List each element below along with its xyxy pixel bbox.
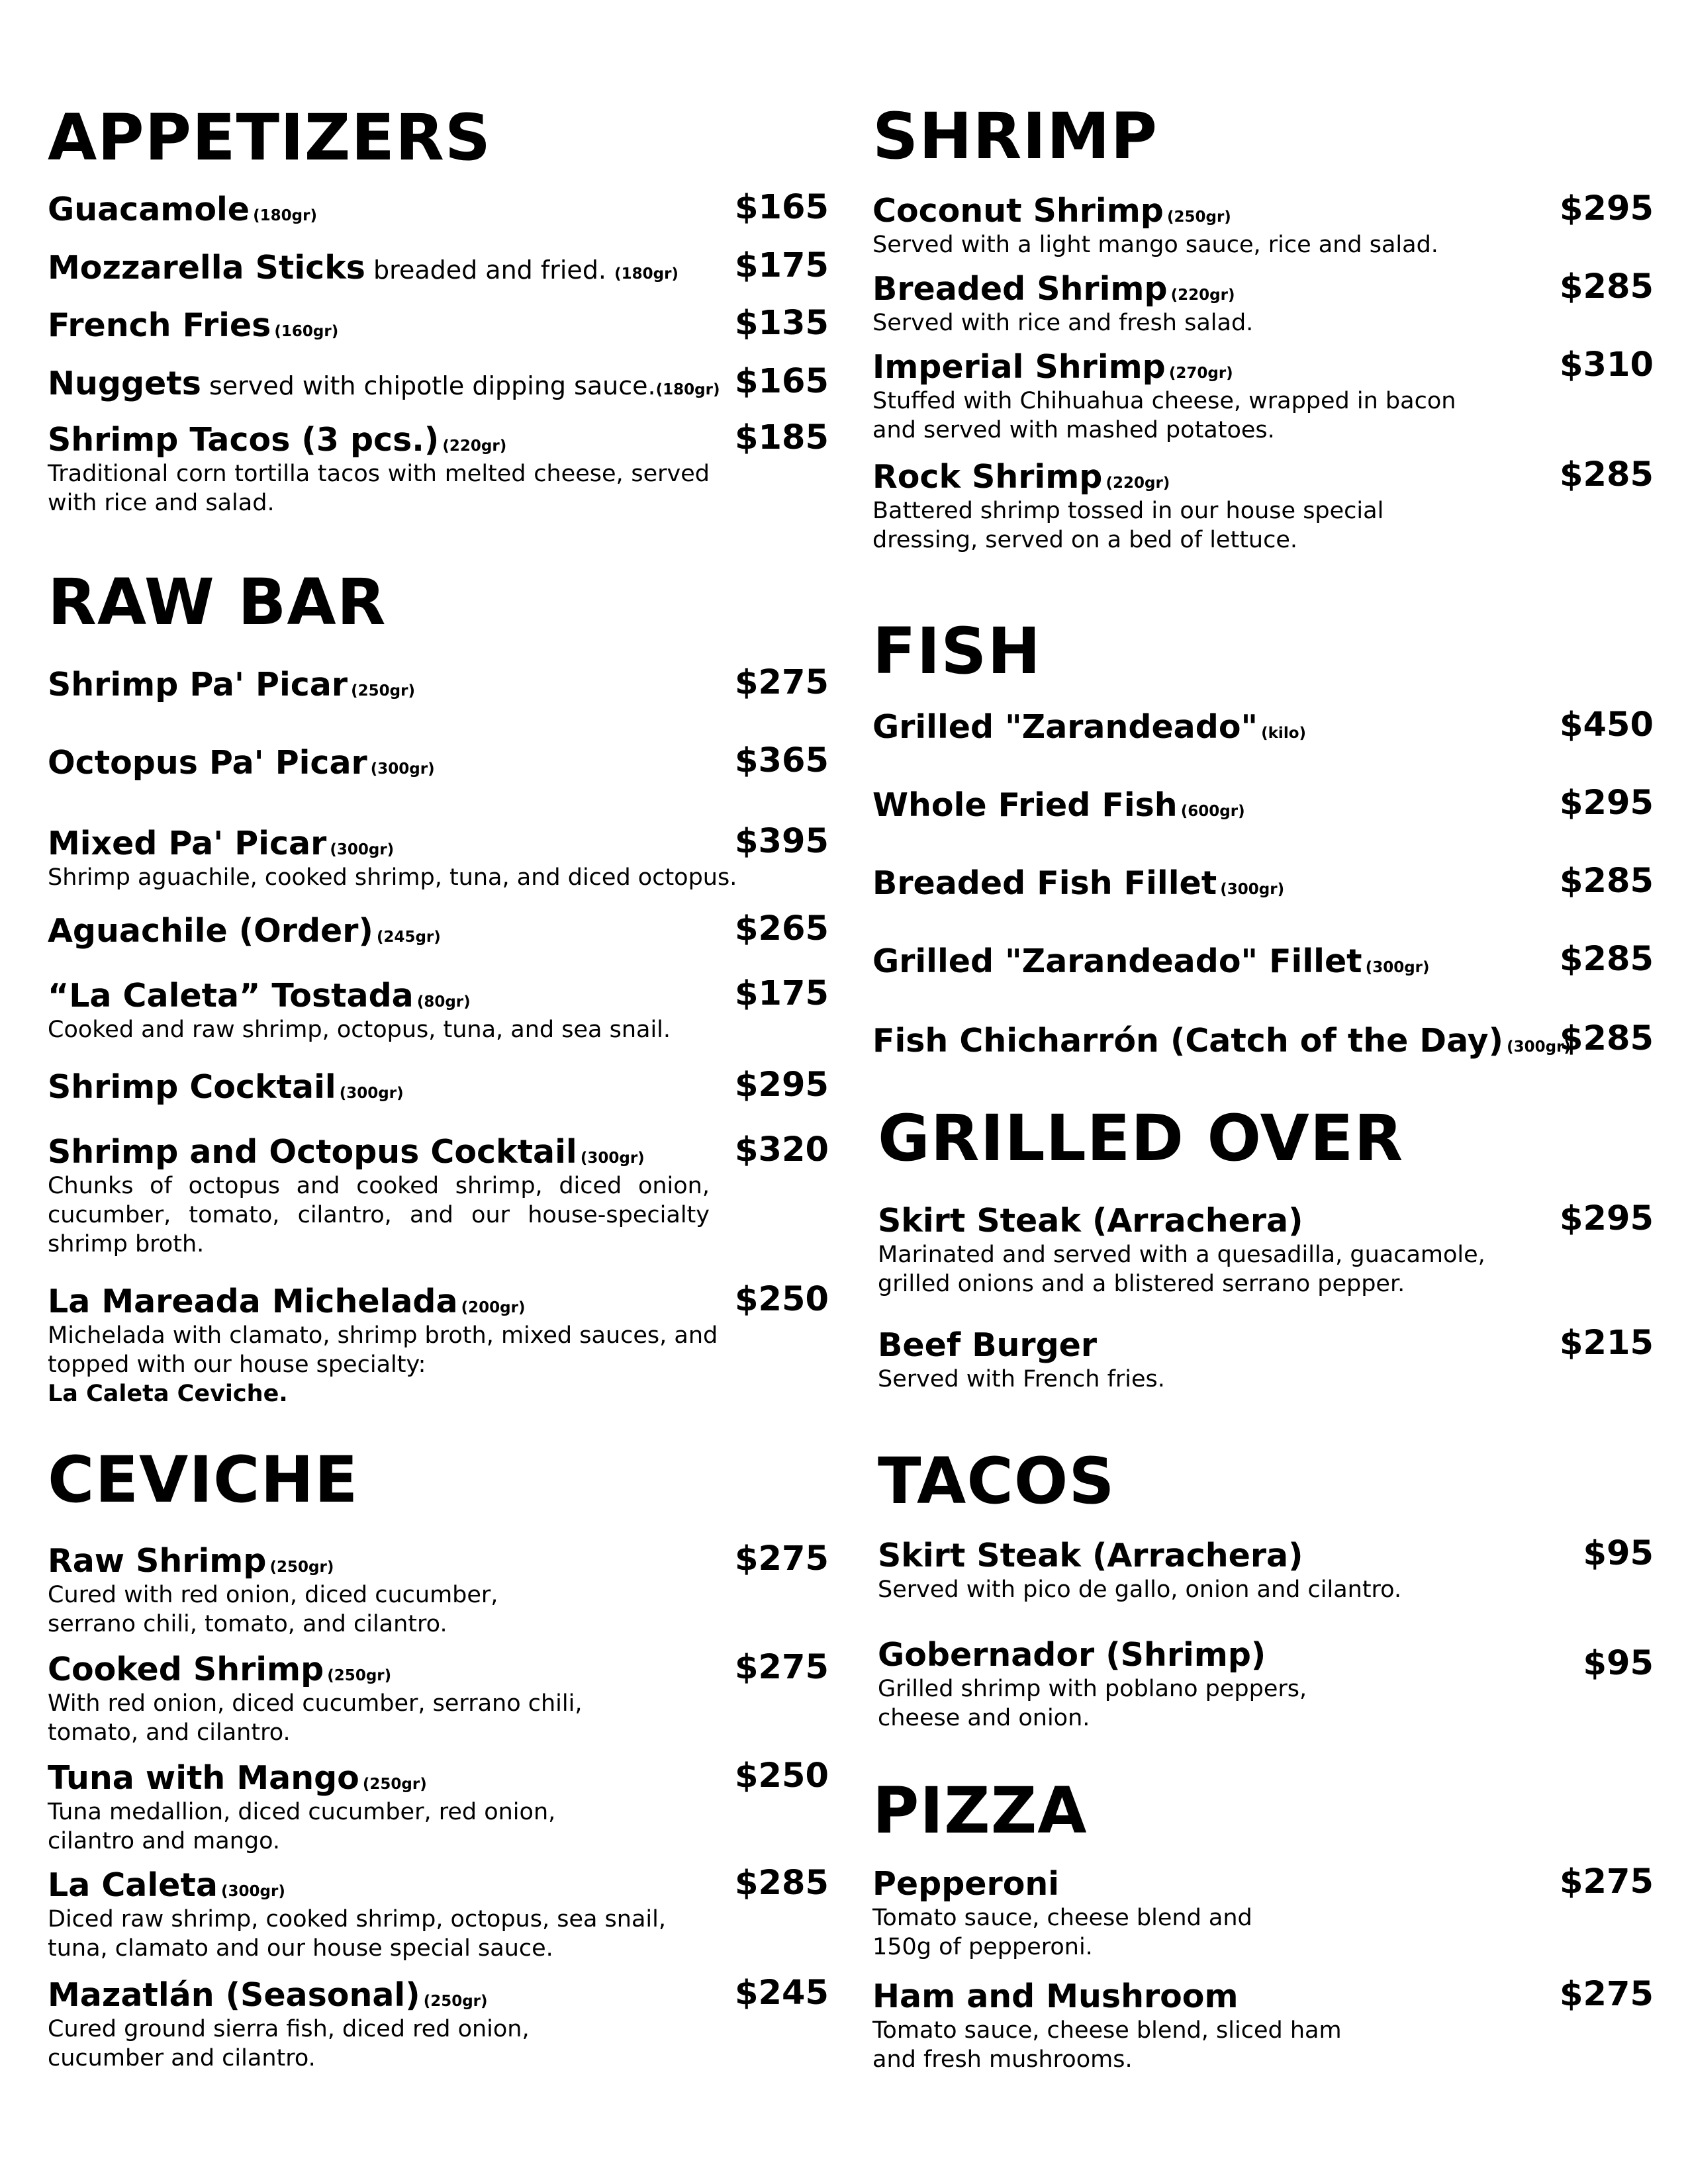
menu-item	[48, 909, 829, 950]
item-price: $275	[735, 1648, 829, 1687]
menu-item	[48, 741, 829, 782]
menu-item	[48, 418, 829, 518]
item-description	[48, 1689, 829, 1747]
item-description: Shrimp aguachile, cooked shrimp, tuna, and diced octopus.	[48, 864, 737, 891]
item-inline-description: breaded and fried.	[365, 255, 615, 285]
item-name: Shrimp and Octopus Cocktail	[48, 1133, 577, 1171]
menu-item	[872, 189, 1654, 259]
item-description-line: Tomato sauce, cheese blend and	[872, 1904, 1252, 1931]
item-price: $275	[735, 663, 829, 702]
item-name: Shrimp Cocktail	[48, 1068, 336, 1106]
item-description-line: Served with pico de gallo, onion and cilantro.	[878, 1576, 1402, 1603]
item-weight: (300gr)	[330, 841, 395, 858]
item-description	[48, 1580, 829, 1639]
item-price: $250	[735, 1280, 829, 1319]
item-price: $310	[1560, 345, 1654, 385]
item-name: Gobernador (Shrimp)	[878, 1636, 1266, 1674]
menu-item	[872, 345, 1654, 445]
item-weight: (220gr)	[1105, 475, 1170, 492]
item-weight: (300gr)	[1507, 1038, 1571, 1056]
section-title: APPETIZERS	[48, 101, 492, 175]
menu-item	[48, 1130, 829, 1259]
item-weight: (300gr)	[1220, 881, 1285, 898]
item-description: Chunks of octopus and cooked shrimp, diced onion, cucumber, tomato, cilantro, and our house-specialty shrimp broth.	[48, 1172, 710, 1257]
item-price: $295	[735, 1066, 829, 1105]
item-weight: (160gr)	[274, 323, 339, 340]
item-description-line: Cured ground sierra fish, diced red onion,	[48, 2015, 530, 2042]
menu-item	[48, 188, 829, 228]
item-description-line: Served with a light mango sauce, rice and salad.	[872, 231, 1438, 258]
item-description	[872, 496, 1654, 555]
item-price: $285	[1560, 940, 1654, 979]
menu-item	[872, 1862, 1654, 1962]
item-name: Coconut Shrimp	[872, 192, 1164, 230]
item-weight: (300gr)	[370, 760, 435, 778]
menu-item	[872, 1975, 1654, 2074]
item-name: Grilled "Zarandeado"	[872, 708, 1258, 746]
item-weight: (250gr)	[1166, 208, 1231, 226]
item-name: Nuggets	[48, 365, 201, 402]
item-weight: (80gr)	[416, 993, 471, 1011]
item-price: $365	[735, 741, 829, 780]
item-name: Octopus Pa' Picar	[48, 744, 367, 782]
menu-item	[48, 1280, 829, 1408]
item-price: $245	[735, 1974, 829, 2013]
item-price: $185	[735, 418, 829, 457]
item-weight: (300gr)	[339, 1085, 404, 1102]
item-description	[878, 1240, 1654, 1298]
menu-item	[878, 1324, 1654, 1394]
section-title: SHRIMP	[872, 99, 1158, 173]
menu-item	[872, 455, 1654, 555]
item-weight: (300gr)	[1365, 959, 1430, 976]
menu-item	[48, 1974, 829, 2073]
item-description-line: Tomato sauce, cheese blend, sliced ham	[872, 2017, 1342, 2044]
item-price: $165	[735, 362, 829, 401]
item-name: Tuna with Mango	[48, 1759, 359, 1797]
item-description-line: serrano chili, tomato, and cilantro.	[48, 1610, 447, 1637]
item-weight: (245gr)	[376, 929, 441, 946]
item-weight: (kilo)	[1261, 725, 1307, 742]
item-name: La Mareada Michelada	[48, 1283, 458, 1320]
item-weight: (180gr)	[614, 265, 679, 283]
menu-item	[878, 1199, 1654, 1298]
menu-item	[48, 1066, 829, 1106]
item-description	[872, 387, 1654, 445]
item-name: Mixed Pa' Picar	[48, 825, 327, 862]
item-weight: (180gr)	[253, 207, 317, 224]
item-price: $295	[1560, 784, 1654, 823]
item-description: Traditional corn tortilla tacos with melted cheese, served with rice and salad.	[48, 460, 710, 516]
item-name: Grilled "Zarandeado" Fillet	[872, 942, 1362, 980]
item-name: Skirt Steak (Arrachera)	[878, 1537, 1303, 1574]
item-price: $295	[1560, 189, 1654, 228]
item-name: Pepperoni	[872, 1865, 1060, 1903]
item-price: $215	[1560, 1324, 1654, 1363]
item-weight: (270gr)	[1168, 365, 1233, 382]
item-weight: (600gr)	[1180, 803, 1245, 820]
item-description-line: and served with mashed potatoes.	[872, 416, 1275, 443]
item-description: Cooked and raw shrimp, octopus, tuna, and sea snail.	[48, 1016, 671, 1043]
item-price: $285	[1560, 1019, 1654, 1058]
item-name: Mozzarella Sticks	[48, 249, 365, 287]
menu-item	[872, 705, 1654, 746]
item-description-line: tuna, clamato and our house special sauce.	[48, 1934, 553, 1962]
item-inline-description: served with chipotle dipping sauce.	[201, 371, 656, 400]
item-price: $165	[735, 188, 829, 227]
menu-item	[878, 1637, 1654, 1733]
item-description-line: grilled onions and a blistered serrano pepper.	[878, 1270, 1405, 1297]
item-name: Breaded Shrimp	[872, 270, 1168, 308]
item-weight: (250gr)	[351, 682, 415, 700]
item-description	[48, 1905, 829, 1963]
item-description	[48, 2015, 829, 2073]
item-description	[872, 230, 1654, 259]
item-description	[872, 2016, 1654, 2074]
item-weight: (200gr)	[461, 1299, 526, 1316]
item-description-line: cilantro and mango.	[48, 1827, 281, 1854]
item-price: $175	[735, 974, 829, 1013]
item-weight: (250gr)	[423, 1993, 488, 2010]
item-name: Whole Fried Fish	[872, 786, 1178, 824]
menu-item	[48, 246, 829, 287]
item-description-line: Cured with red onion, diced cucumber,	[48, 1581, 498, 1608]
item-name: Shrimp Tacos (3 pcs.)	[48, 421, 440, 459]
menu-item	[872, 1019, 1654, 1060]
item-description-line: cheese and onion.	[878, 1704, 1090, 1731]
item-name: Raw Shrimp	[48, 1542, 267, 1580]
menu-item	[872, 784, 1654, 824]
item-description	[48, 1797, 829, 1856]
menu-item	[48, 1539, 829, 1639]
item-name: Ham and Mushroom	[872, 1978, 1239, 2015]
menu-item	[48, 1648, 829, 1747]
item-description	[872, 1903, 1654, 1962]
item-price: $265	[735, 909, 829, 948]
item-price: $250	[735, 1756, 829, 1796]
menu-item	[48, 974, 829, 1044]
menu-item	[878, 1534, 1654, 1604]
item-name: Aguachile (Order)	[48, 912, 373, 950]
item-price: $450	[1560, 705, 1654, 745]
section-title: RAW BAR	[48, 565, 387, 639]
item-price: $285	[1560, 862, 1654, 901]
menu-item	[48, 822, 829, 892]
menu-item	[48, 1756, 829, 1856]
section-title: GRILLED OVER	[878, 1101, 1404, 1175]
item-description-line: tomato, and cilantro.	[48, 1719, 291, 1746]
item-price: $275	[1560, 1862, 1654, 1901]
item-name: La Caleta	[48, 1866, 218, 1904]
item-weight: (250gr)	[269, 1559, 334, 1576]
item-description	[878, 1575, 1654, 1604]
item-price: $95	[1583, 1644, 1654, 1683]
item-price: $275	[735, 1539, 829, 1578]
item-description-line: Served with French fries.	[878, 1365, 1165, 1392]
item-description-line: Diced raw shrimp, cooked shrimp, octopus, sea snail,	[48, 1905, 666, 1933]
section-title: PIZZA	[872, 1774, 1088, 1848]
item-price: $295	[1560, 1199, 1654, 1238]
item-description-line: cucumber and cilantro.	[48, 2044, 316, 2071]
item-description	[872, 308, 1654, 338]
item-weight: (250gr)	[362, 1776, 427, 1793]
item-name: French Fries	[48, 306, 271, 344]
item-description-line: Stuffed with Chihuahua cheese, wrapped in bacon	[872, 387, 1456, 414]
item-weight: (220gr)	[1170, 287, 1235, 304]
menu-item	[48, 304, 829, 344]
item-price: $395	[735, 822, 829, 861]
item-name: Fish Chicharrón (Catch of the Day)	[872, 1022, 1503, 1060]
menu-item	[48, 663, 829, 704]
item-description-line: Grilled shrimp with poblano peppers,	[878, 1675, 1307, 1702]
item-description-line: topped with our house specialty:	[48, 1351, 426, 1378]
item-description-line: dressing, served on a bed of lettuce.	[872, 526, 1297, 553]
item-price: $275	[1560, 1975, 1654, 2014]
item-description	[48, 1321, 829, 1408]
menu-item	[872, 862, 1654, 902]
item-description-line: Served with rice and fresh salad.	[872, 309, 1254, 336]
item-description-line: Tuna medallion, diced cucumber, red onion,	[48, 1798, 556, 1825]
item-name: Guacamole	[48, 191, 250, 228]
item-description-line: Battered shrimp tossed in our house special	[872, 497, 1384, 524]
item-name: Beef Burger	[878, 1326, 1098, 1364]
item-name: Cooked Shrimp	[48, 1651, 324, 1688]
item-price: $285	[735, 1864, 829, 1903]
menu-item	[872, 267, 1654, 338]
item-price: $320	[735, 1130, 829, 1169]
item-description-line: 150g of pepperoni.	[872, 1933, 1093, 1960]
item-name: Rock Shrimp	[872, 458, 1103, 496]
item-weight: (300gr)	[580, 1150, 645, 1167]
item-description	[878, 1674, 1654, 1733]
item-name: Imperial Shrimp	[872, 348, 1166, 386]
item-weight: (300gr)	[221, 1883, 285, 1900]
item-name: Mazatlán (Seasonal)	[48, 1976, 420, 2014]
menu-item	[48, 1864, 829, 1963]
item-description-highlight: La Caleta Ceviche.	[48, 1380, 288, 1407]
item-name: Breaded Fish Fillet	[872, 864, 1217, 902]
item-weight: (220gr)	[442, 437, 507, 455]
menu-item	[48, 362, 829, 402]
item-description-line: Michelada with clamato, shrimp broth, mixed sauces, and	[48, 1322, 718, 1349]
item-name: Skirt Steak (Arrachera)	[878, 1202, 1303, 1240]
item-price: $285	[1560, 267, 1654, 306]
section-title: CEVICHE	[48, 1443, 359, 1517]
item-weight: (180gr)	[655, 381, 720, 398]
item-description-line: With red onion, diced cucumber, serrano chili,	[48, 1690, 583, 1717]
item-name: Shrimp Pa' Picar	[48, 666, 348, 704]
item-weight: (250gr)	[327, 1667, 392, 1684]
item-price: $285	[1560, 455, 1654, 494]
item-description	[878, 1365, 1654, 1394]
item-description-line: Marinated and served with a quesadilla, guacamole,	[878, 1241, 1485, 1268]
item-description-line: and fresh mushrooms.	[872, 2046, 1133, 2073]
item-price: $95	[1583, 1534, 1654, 1573]
item-name: “La Caleta” Tostada	[48, 977, 414, 1015]
item-price: $175	[735, 246, 829, 285]
item-price: $135	[735, 304, 829, 343]
menu-item	[872, 940, 1654, 980]
section-title: TACOS	[878, 1444, 1115, 1518]
section-title: FISH	[872, 614, 1041, 688]
